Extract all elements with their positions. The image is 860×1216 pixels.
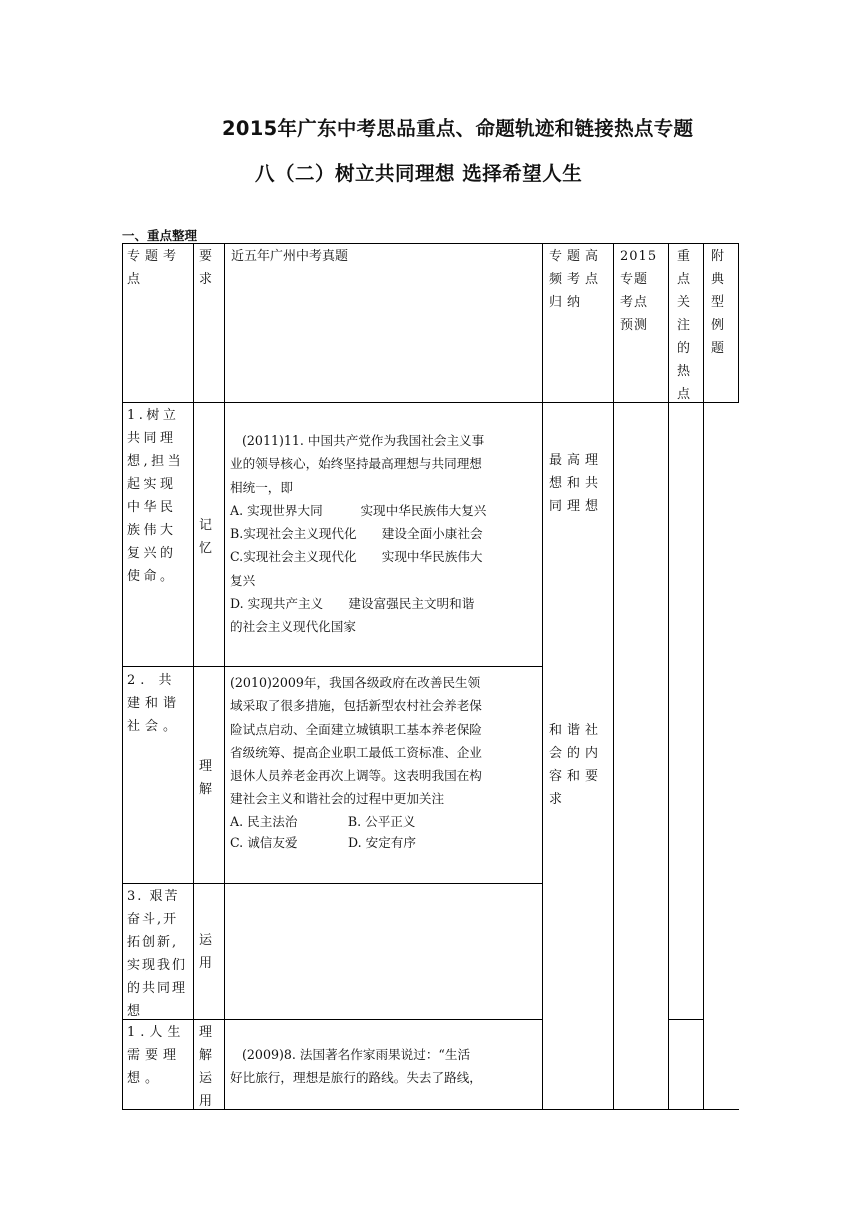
row2-requirement: 理解 [199, 759, 213, 797]
header-topic: 专题考点 [127, 249, 182, 287]
row1-requirement: 记忆 [199, 518, 213, 556]
document-subtitle: 八（二）树立共同理想 选择希望人生 [255, 162, 583, 185]
row3-topic: 3. 艰苦奋斗,开拓创新,实现我们的共同理想 [127, 889, 188, 1019]
header-exam: 近五年广州中考真题 [231, 249, 349, 264]
row3-requirement: 运用 [199, 933, 213, 971]
row4-topic: 1.人生需要理想。 [127, 1025, 186, 1086]
row1-topic: 1.树立共同理想,担当起实现中华民族伟大复兴的使命。 [127, 408, 185, 584]
header-summary: 专题高频考点归纳 [549, 249, 604, 310]
section-heading: 一、重点整理 [122, 228, 198, 243]
row4-requirement: 理解运用 [199, 1025, 213, 1109]
row1-exam-question: (2011)11. 中国共产党作为我国社会主义事 业的领导核心，始终坚持最高理想与共同理想 相统一，即 A. 实现世界大同 实现中华民族伟大复兴 B.实现社会主义现代化 建设全面小康社会 C.实现社会主义现代化 实现中华民族伟大 复兴 D. 实现共产主义 建设富强民主文明和谐 的社会主义现代化国家 [230, 433, 487, 635]
header-hotspot: 重点关注的热点 [677, 249, 691, 402]
document-title: 2015年广东中考思品重点、命题轨迹和链接热点专题 [222, 117, 694, 140]
row2-exam-question: (2010)2009年，我国各级政府在改善民生领 域采取了很多措施，包括新型农村社会养老保 险试点启动、全面建立城镇职工基本养老保险 省级统筹、提高企业职工最低工资标准、企业 退休人员养老金再次上调等。这表明我国在构 建社会主义和谐社会的过程中更加关注 A. 民主法治 B. 公平正义 C. 诚信友爱 D. 安定有序 [230, 675, 482, 850]
row2-topic: 2. 共建和谐社会。 [127, 673, 182, 734]
row4-exam-question: (2009)8. 法国著名作家雨果说过：“生活 好比旅行，理想是旅行的路线。失去了路线， [230, 1047, 482, 1086]
summary-1: 最高理想和共同理想 [549, 453, 604, 514]
summary-2: 和谐社会的内容和要求 [549, 723, 604, 807]
header-requirement: 要求 [199, 249, 213, 287]
header-example: 附典型例题 [711, 249, 725, 356]
header-forecast: 2015专题考点预测 [620, 249, 658, 333]
